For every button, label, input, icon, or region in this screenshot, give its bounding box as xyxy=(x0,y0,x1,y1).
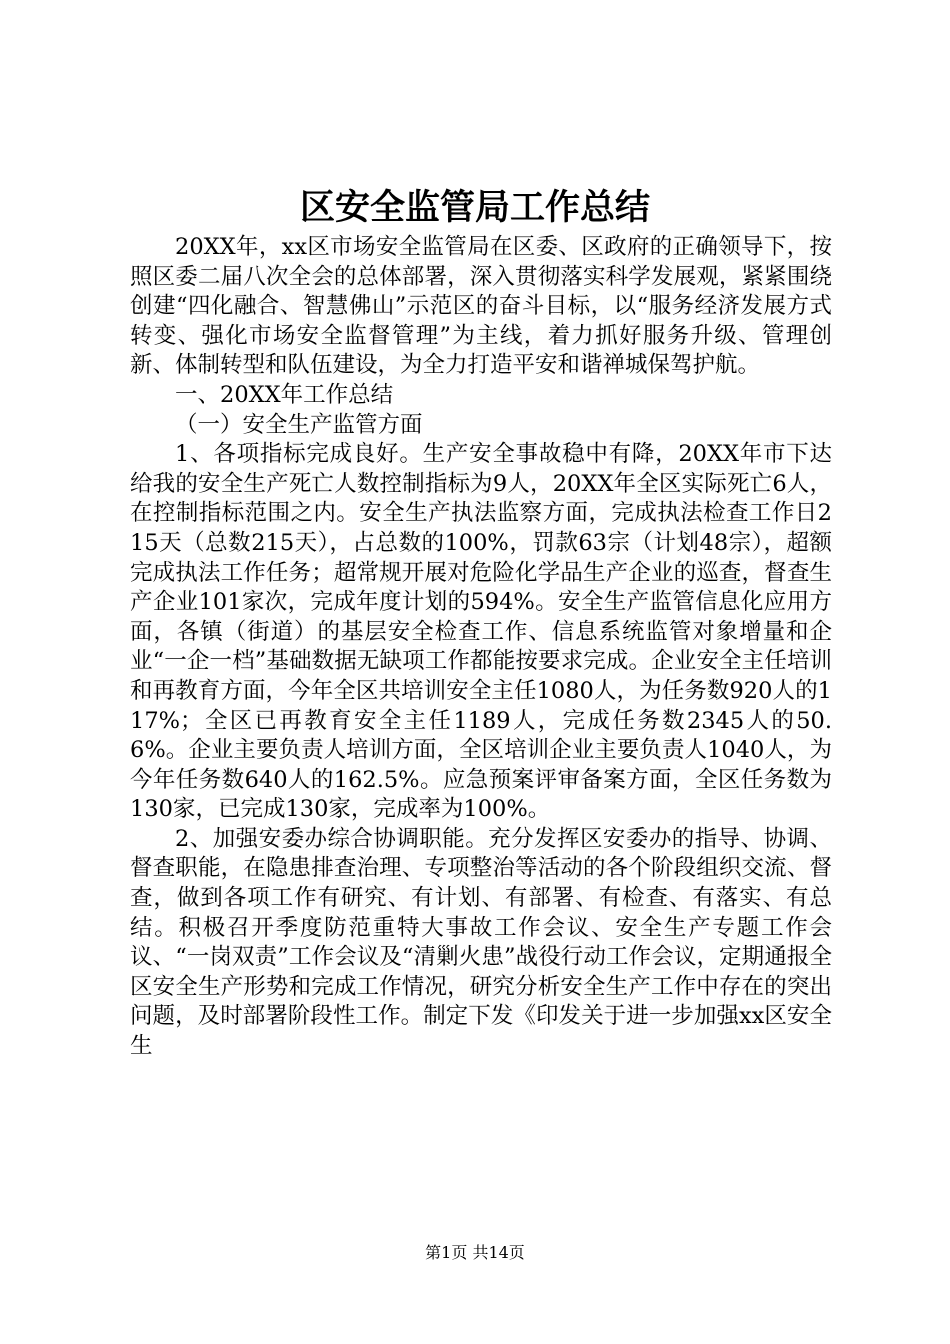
page-footer: 第1页 共14页 xyxy=(425,1243,525,1262)
body-paragraph-2: 2、加强安委办综合协调职能。充分发挥区安委办的指导、协调、督查职能，在隐患排查治理、专项整治等活动的各个阶段组织交流、督查，做到各项工作有研究、有计划、有部署、有检查、有落实、有总结。积极召开季度防范重特大事故工作会议、安全生产专题工作会议、“一岗双责”工作会议及“清剿火患”战役行动工作会议，定期通报全区安全生产形势和完成工作情况，研究分析安全生产工作中存在的突出问题，及时部署阶段性工作。制定下发《印发关于进一步加强xx区安全生 xyxy=(130,825,832,1060)
intro-paragraph: 20XX年，xx区市场安全监管局在区委、区政府的正确领导下，按照区委二届八次全会的总体部署，深入贯彻落实科学发展观，紧紧围绕创建“四化融合、智慧佛山”示范区的奋斗目标，以“服务经济发展方式转变、强化市场安全监督管理”为主线，着力抓好服务升级、管理创新、体制转型和队伍建设，为全力打造平安和谐禅城保驾护航。 xyxy=(130,234,832,379)
document-title: 区安全监管局工作总结 xyxy=(299,187,650,228)
body-paragraph-1: 1、各项指标完成良好。生产安全事故稳中有降，20XX年市下达给我的安全生产死亡人数控制指标为9人，20XX年全区实际死亡6人，在控制指标范围之内。安全生产执法监察方面，完成执法检查工作日215天（总数215天），占总数的100%，罚款63宗（计划48宗），超额完成执法工作任务；超常规开展对危险化学品生产企业的巡查，督查生产企业101家次，完成年度计划的594%。安全生产监管信息化应用方面，各镇（街道）的基层安全检查工作、信息系统监管对象增量和企业“一企一档”基础数据无缺项工作都能按要求完成。企业安全主任培训和再教育方面，今年全区共培训安全主任1080人，为任务数920人的117%；全区已再教育安全主任1189人，完成任务数2345人的50.6%。企业主要负责人培训方面，全区培训企业主要负责人1040人，为今年任务数640人的162.5%。应急预案评审备案方面，全区任务数为130家，已完成130家，完成率为100%。 xyxy=(130,441,832,823)
document-body xyxy=(130,233,832,1062)
section-heading: 一、20XX年工作总结 xyxy=(175,381,394,408)
subsection-heading: （一）安全生产监管方面 xyxy=(175,411,423,438)
